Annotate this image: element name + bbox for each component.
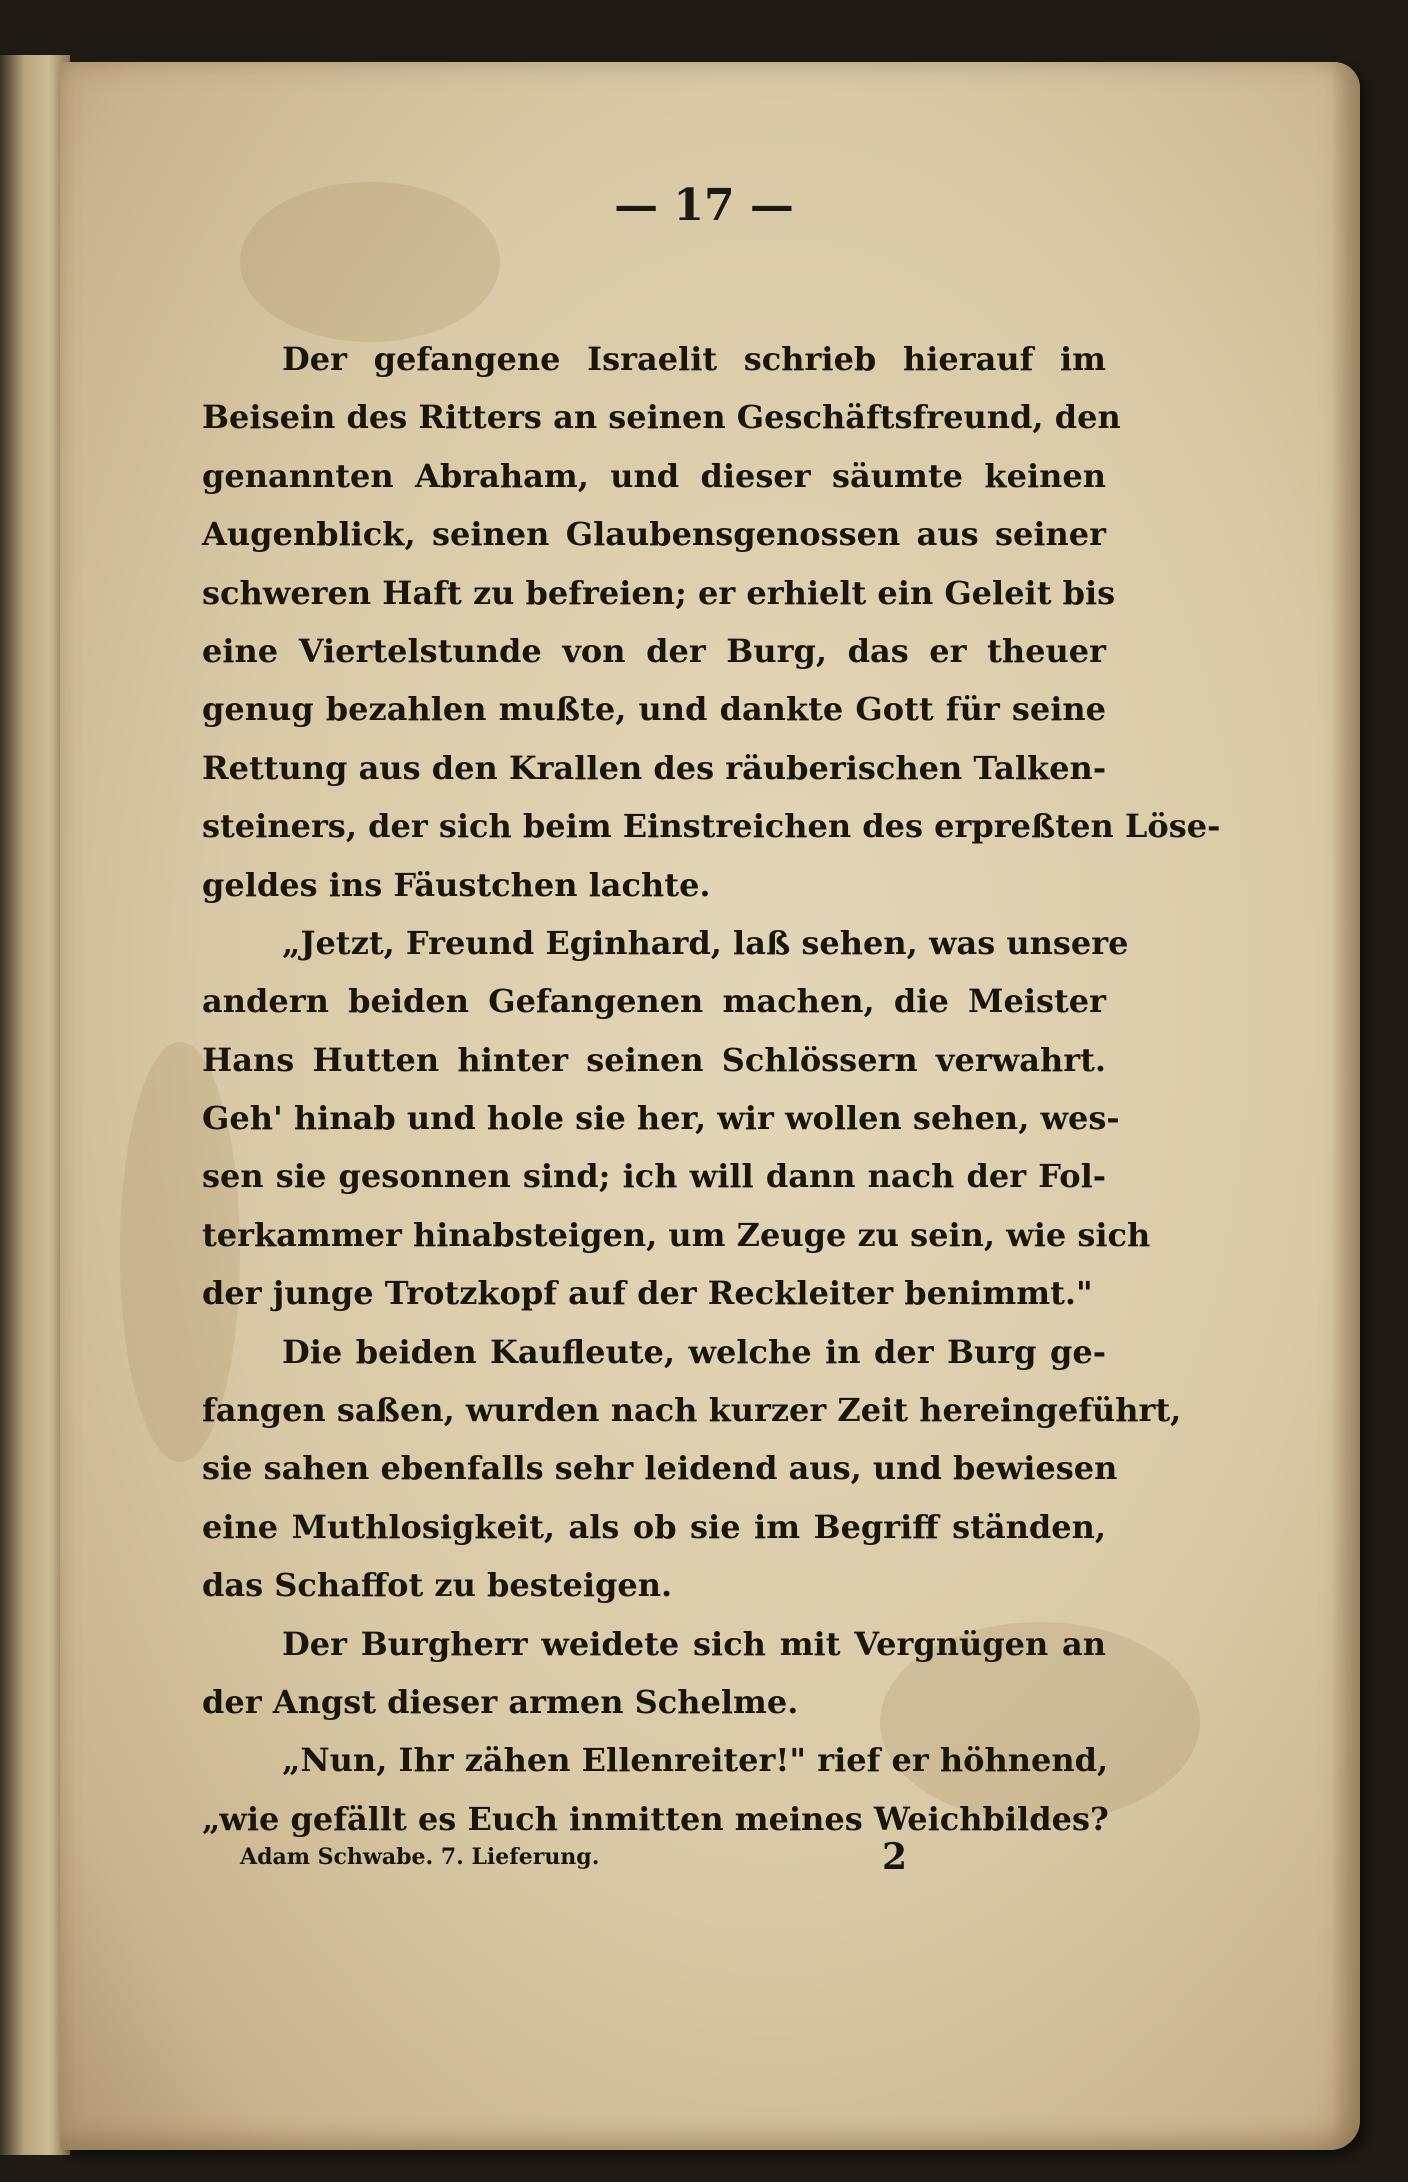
text-line: Geh' hinab und hole sie her, wir wollen sehen, wes- [202, 1099, 1120, 1138]
page-edge-shading [1330, 62, 1360, 2150]
text-line: andern beiden Gefangenen machen, die Meister [202, 982, 1106, 1021]
text-line: Beisein des Ritters an seinen Geschäftsfreund, den [202, 398, 1121, 437]
text-line: sie sahen ebenfalls sehr leidend aus, und bewiesen [202, 1449, 1118, 1488]
text-line: terkammer hinabsteigen, um Zeuge zu sein, wie sich [202, 1215, 1151, 1254]
text-line: geldes ins Fäustchen lachte. [202, 865, 711, 904]
body-text [202, 330, 1221, 1848]
text-line: genannten Abraham, und dieser säumte keinen [202, 456, 1106, 495]
text-line: „wie gefällt es Euch inmitten meines Weichbildes? [202, 1799, 1109, 1838]
sheet-signature-number: 2 [882, 1836, 908, 1878]
text-line: der Angst dieser armen Schelme. [202, 1682, 799, 1721]
text-line: der junge Trotzkopf auf der Reckleiter benimmt." [202, 1274, 1093, 1313]
text-line: Hans Hutten hinter seinen Schlössern verwahrt. [202, 1040, 1106, 1079]
text-line: Rettung aus den Krallen des räuberischen Talken- [202, 748, 1107, 787]
text-line: das Schaffot zu besteigen. [202, 1566, 673, 1605]
text-line: genug bezahlen mußte, und dankte Gott für seine [202, 690, 1106, 729]
text-line: sen sie gesonnen sind; ich will dann nach der Fol- [202, 1157, 1106, 1196]
footer-signature-line: Adam Schwabe. 7. Lieferung. [240, 1844, 600, 1870]
text-line: „Nun, Ihr zähen Ellenreiter!" rief er höhnend, [282, 1741, 1109, 1780]
text-line: eine Muthlosigkeit, als ob sie im Begriff ständen, [202, 1507, 1106, 1546]
text-line: „Jetzt, Freund Eginhard, laß sehen, was unsere [282, 923, 1129, 962]
text-line: steiners, der sich beim Einstreichen des erpreßten Löse- [202, 807, 1221, 846]
page-number: — 17 — [614, 180, 794, 231]
text-line: Augenblick, seinen Glaubensgenossen aus seiner [202, 515, 1106, 554]
text-line: fangen saßen, wurden nach kurzer Zeit hereingeführt, [202, 1391, 1182, 1430]
text-line: Der gefangene Israelit schrieb hierauf im [282, 340, 1106, 378]
text-line: eine Viertelstunde von der Burg, das er theuer [202, 631, 1106, 670]
text-line: Die beiden Kaufleute, welche in der Burg ge- [282, 1332, 1106, 1371]
text-line: Der Burgherr weidete sich mit Vergnügen an [282, 1624, 1106, 1663]
text-line: schweren Haft zu befreien; er erhielt ein Geleit bis [202, 573, 1116, 612]
